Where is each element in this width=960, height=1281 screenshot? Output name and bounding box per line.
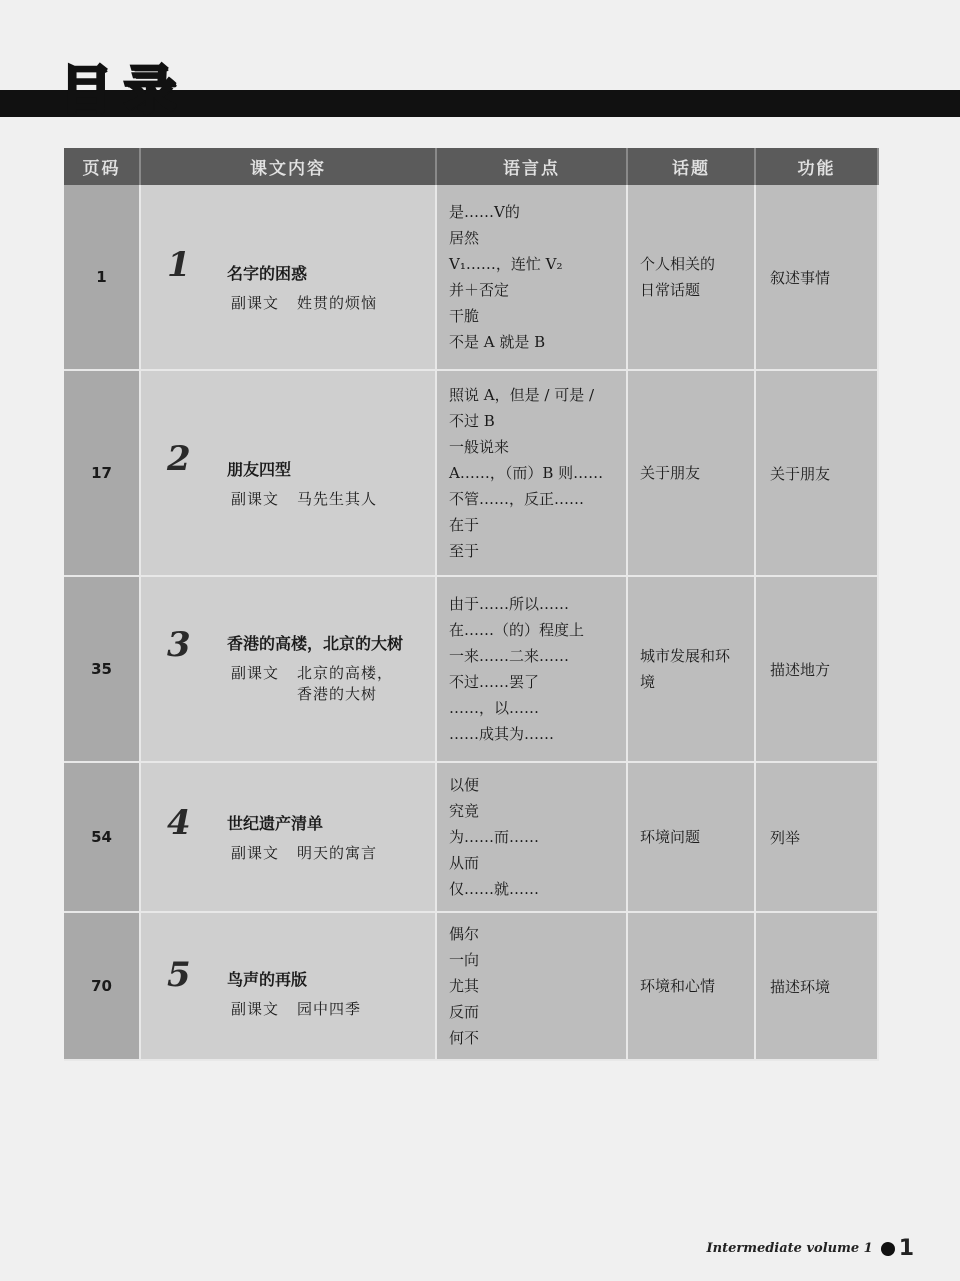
grammar-point: 不过……罢了 xyxy=(449,673,540,691)
grammar-point: A……，（而）B 则…… xyxy=(449,464,604,482)
grammar-point: 以便 xyxy=(449,776,480,794)
grammar-point: 照说 A，但是 / 可是 / xyxy=(449,386,595,404)
lesson-cell xyxy=(140,912,436,1060)
header-lesson: 课文内容 xyxy=(140,148,436,185)
table-row xyxy=(64,185,878,370)
grammar-point: 一向 xyxy=(449,951,480,969)
grammar-points-cell xyxy=(436,912,627,1060)
grammar-point: 一般说来 xyxy=(449,438,510,456)
grammar-point: 在……（的）程度上 xyxy=(449,621,585,639)
topic-cell xyxy=(627,762,755,912)
lesson-cell xyxy=(140,185,436,370)
grammar-point: 尤其 xyxy=(449,977,480,995)
function-cell: 关于朋友 xyxy=(755,370,878,576)
lesson-title[interactable]: 世纪遗产清单 xyxy=(227,814,324,833)
header-row xyxy=(64,148,878,185)
topic-text: 环境和心情 xyxy=(640,977,716,995)
grammar-point: 在于 xyxy=(449,516,480,534)
supplementary-tag: 副课文 xyxy=(231,664,280,682)
grammar-points-cell xyxy=(436,185,627,370)
grammar-point: 至于 xyxy=(449,542,480,560)
grammar-points-cell xyxy=(436,370,627,576)
topic-cell xyxy=(627,185,755,370)
grammar-point: 偶尔 xyxy=(449,925,480,943)
table-row xyxy=(64,762,878,912)
lesson-cell xyxy=(140,762,436,912)
lesson-cell xyxy=(140,576,436,762)
lesson-title[interactable]: 香港的高楼，北京的大树 xyxy=(227,634,404,653)
lesson-title[interactable]: 鸟声的再版 xyxy=(227,970,308,989)
supplementary-tag: 副课文 xyxy=(231,490,280,508)
page-number-cell: 17 xyxy=(64,370,140,576)
grammar-point: 从而 xyxy=(449,854,480,872)
topic-text: 关于朋友 xyxy=(640,464,701,482)
grammar-point: ……，以…… xyxy=(449,699,540,717)
grammar-point: V₁……，连忙 V₂ xyxy=(449,255,563,273)
grammar-points-cell xyxy=(436,762,627,912)
topic-cell xyxy=(627,370,755,576)
function-cell: 描述环境 xyxy=(755,912,878,1060)
header-page: 页码 xyxy=(64,148,140,185)
page-title: 目录 xyxy=(60,61,189,121)
lesson-number: 3 xyxy=(167,625,191,665)
grammar-point: 不管……，反正…… xyxy=(449,490,585,508)
grammar-point: 仅……就…… xyxy=(449,880,540,898)
supplementary-title[interactable]: 明天的寓言 xyxy=(297,844,378,862)
function-cell: 叙述事情 xyxy=(755,185,878,370)
supplementary-tag: 副课文 xyxy=(231,1000,280,1018)
page-number-cell: 1 xyxy=(64,185,140,370)
page-number: 1 xyxy=(898,1236,914,1261)
header-grammar: 语言点 xyxy=(436,148,627,185)
topic-text: 城市发展和环 xyxy=(640,647,731,665)
function-cell: 描述地方 xyxy=(755,576,878,762)
lesson-number: 2 xyxy=(167,439,191,479)
grammar-point: 反而 xyxy=(449,1003,480,1021)
lesson-number: 4 xyxy=(167,803,191,843)
lesson-title[interactable]: 朋友四型 xyxy=(227,460,292,479)
topic-text: 境 xyxy=(640,673,656,691)
contents-table xyxy=(64,148,879,1061)
table-row xyxy=(64,576,878,762)
header-topic: 话题 xyxy=(627,148,755,185)
grammar-point: 何不 xyxy=(449,1029,480,1047)
supplementary-tag: 副课文 xyxy=(231,844,280,862)
topic-text: 日常话题 xyxy=(640,281,701,299)
topic-text: 环境问题 xyxy=(640,828,701,846)
grammar-point: 干脆 xyxy=(449,307,480,325)
grammar-point: 一来……二来…… xyxy=(449,647,570,665)
function-cell: 列举 xyxy=(755,762,878,912)
lesson-number: 1 xyxy=(167,245,191,285)
supplementary-title[interactable]: 北京的高楼， xyxy=(297,664,394,682)
footer-book-title: Intermediate volume 1 xyxy=(706,1241,873,1256)
grammar-point: ……成其为…… xyxy=(449,725,555,743)
page-number-cell: 54 xyxy=(64,762,140,912)
supplementary-title[interactable]: 园中四季 xyxy=(297,1000,362,1018)
topic-text: 个人相关的 xyxy=(640,255,716,273)
footer xyxy=(707,1236,914,1261)
grammar-points-cell xyxy=(436,576,627,762)
table-row xyxy=(64,370,878,576)
topic-cell xyxy=(627,576,755,762)
grammar-point: 为……而…… xyxy=(449,828,540,846)
grammar-point: 不过 B xyxy=(449,412,495,430)
bullet-icon xyxy=(881,1242,895,1256)
lesson-title[interactable]: 名字的困惑 xyxy=(227,264,308,283)
grammar-point: 不是 A 就是 B xyxy=(449,333,546,351)
supplementary-title[interactable]: 姓贯的烦恼 xyxy=(297,294,378,312)
supplementary-title[interactable]: 香港的大树 xyxy=(297,685,378,703)
grammar-point: 由于……所以…… xyxy=(449,595,570,613)
supplementary-tag: 副课文 xyxy=(231,294,280,312)
grammar-point: 居然 xyxy=(449,229,480,247)
grammar-point: 并＋否定 xyxy=(449,281,510,299)
page-number-cell: 35 xyxy=(64,576,140,762)
lesson-cell xyxy=(140,370,436,576)
topic-cell xyxy=(627,912,755,1060)
page-number-cell: 70 xyxy=(64,912,140,1060)
grammar-point: 是……V的 xyxy=(449,203,520,221)
table-row xyxy=(64,912,878,1060)
supplementary-title[interactable]: 马先生其人 xyxy=(297,490,378,508)
grammar-point: 究竟 xyxy=(449,802,480,820)
header-function: 功能 xyxy=(755,148,878,185)
lesson-number: 5 xyxy=(167,955,191,995)
